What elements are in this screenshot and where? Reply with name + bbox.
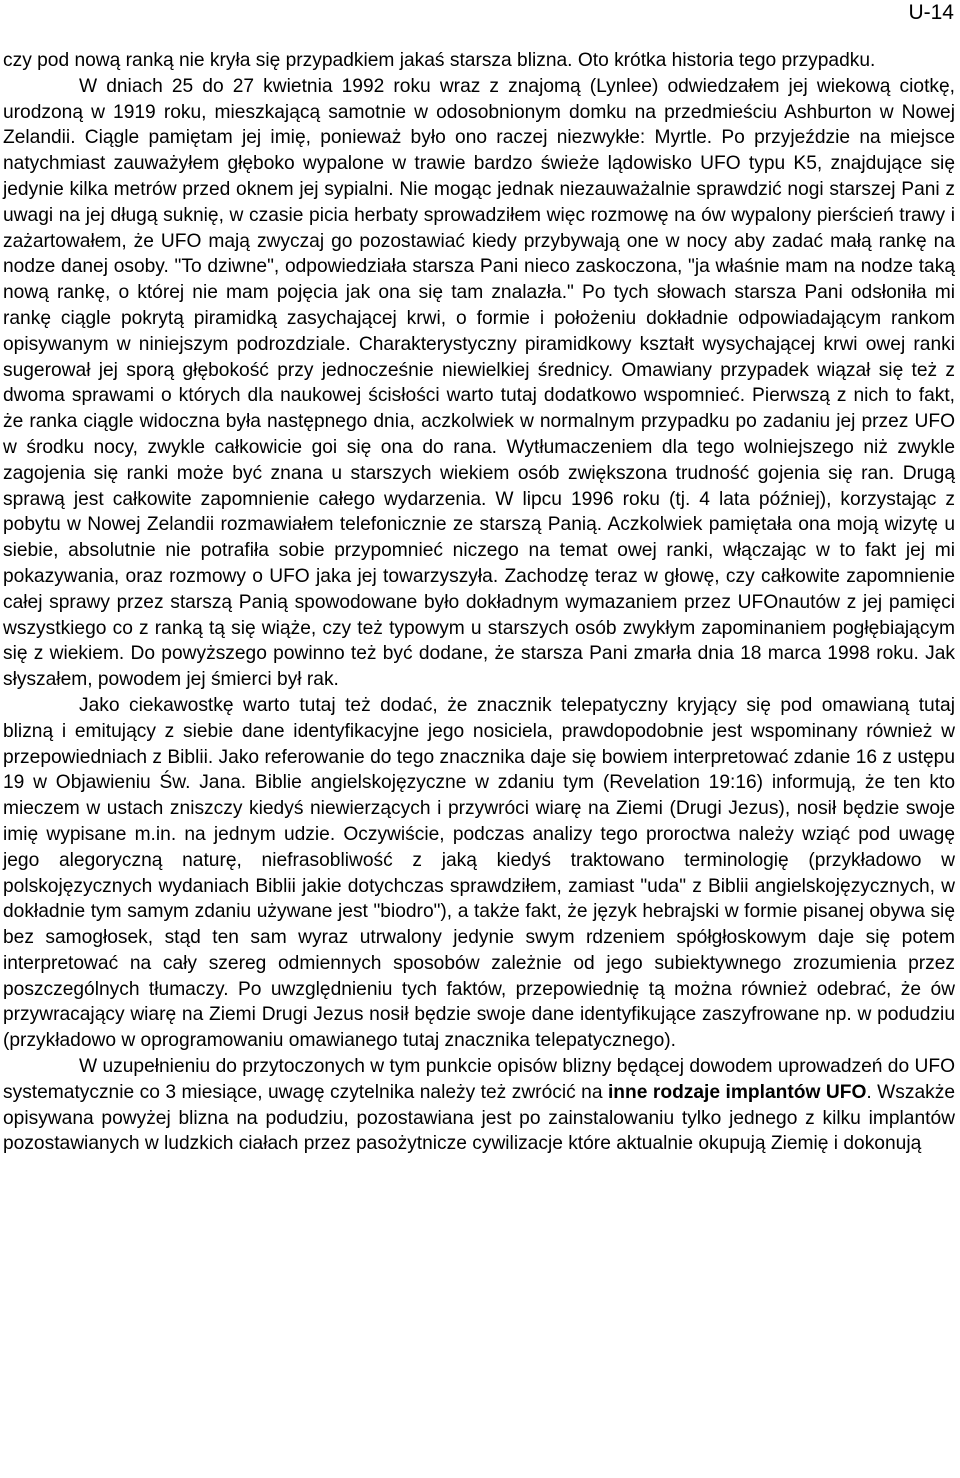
paragraph-text: W dniach 25 do 27 kwietnia 1992 roku wraz z znajomą (Lynlee) odwiedzałem jej wiekową ciotkę, urodzoną w 1919 roku, mieszkającą samotnie w odosobnionym domku na przedmieściu Ashburton w Nowej Zelandii. Ciągle pamiętam jej imię, ponieważ było ono raczej niezwykłe: Myrtle. Po przyjeździe na miejsce natychmiast zauważyłem głęboko wypalone w trawie bardzo świeże lądowisko UFO typu K5, znajdujące się jedynie kilka metrów przed oknem jej sypialni. Nie mogąc jednak niezauważalnie sprawdzić nogi starszej Pani z uwagi na jej długą suknię, w czasie picia herbaty sprowadziłem więc rozmowę na ów wypalony pierścień trawy i zażartowałem, że UFO mają zwyczaj go pozostawiać kiedy przybywają one w nocy aby zadać małą rankę na nodze danej osoby. "To dziwne", odpowiedziała starsza Pani nieco zaskoczona, "ja właśnie mam na nodze taką nową rankę, o której nie mam pojęcia jak ona się tam znalazła." Po tych słowach starsza Pani odsłoniła mi rankę ciągle pokrytą piramidką zasychającej krwi, o formie i położeniu dokładnie odpowiadającym rankom opisywanym w niniejszym podrozdziale. Charakterystyczny piramidkowy kształt wysychającej krwi owej ranki sugerował jej sporą głębokość przy jednocześnie niewielkiej średnicy. Omawiany przypadek wiązał się też z dwoma sprawami o których dla naukowej ścisłości warto tutaj dodatkowo wspomnieć. Pierwszą z nich to fakt, że ranka ciągle widoczna była następnego dnia, aczkolwiek w normalnym przypadku po zadaniu jej przez UFO w środku nocy, zwykle całkowicie goi się ona do rana. Wytłumaczeniem dla tego wolniejszego niż zwykle zagojenia się ranki może być znana u starszych wiekiem osób zwiększona trudność gojenia się ran. Drugą sprawą jest całkowite zapomnienie całego wydarzenia. W lipcu 1996 roku (tj. 4 lata później), korzystając z pobytu w Nowej Zelandii rozmawiałem telefonicznie ze starszą Panią. Aczkolwiek pamiętała ona moją wizytę u siebie, absolutnie nie potrafiła sobie przypomnieć niczego na temat owej ranki, włączając w to fakt jej mi pokazywania, oraz rozmowy o UFO jaka jej towarzyszyła. Zachodzę teraz w głowę, czy całkowite zapomnienie całej sprawy przez starszą Panią spowodowane było dokładnym wymazaniem przez UFOnautów z jej pamięci wszystkiego co z ranką tą się wiąże, czy też typowym u starszych osób zwykłym zapominaniem pogłębiającym się z wiekiem. Do powyższego powinno też być dodane, że starsza Pani zmarła dnia 18 marca 1998 roku. Jak słyszałem, powodem jej śmierci był rak. xyxy=(3,75,955,691)
bold-phrase: inne rodzaje implantów UFO xyxy=(607,1081,867,1103)
paragraph xyxy=(3,48,955,74)
paragraph-text: . Wszakże opisywana powyżej blizna na podudziu, pozostawiana jest po zainstalowaniu tylko jednego z kilku implantów pozostawianych w ludzkich ciałach przez pasożytnicze cywilizacje które aktualnie okupują Ziemię i dokonują xyxy=(3,1081,956,1155)
paragraph-text: W uzupełnieniu do przytoczonych w tym punkcie opisów blizny będącej dowodem uprowadzeń do UFO systematycznie co 3 miesiące, uwagę czytelnika należy też zwrócić na xyxy=(3,1056,955,1103)
paragraph xyxy=(3,1054,955,1157)
paragraph-text: czy pod nową ranką nie kryła się przypadkiem jakaś starsza blizna. Oto krótka historia tego przypadku. xyxy=(3,50,876,71)
page-number: U-14 xyxy=(908,1,954,24)
paragraph xyxy=(3,693,955,1054)
document-body xyxy=(3,48,955,1157)
paragraph xyxy=(3,74,955,693)
paragraph-text: Jako ciekawostkę warto tutaj też dodać, że znacznik telepatyczny kryjący się pod omawianą tutaj blizną i emitujący z siebie dane identyfikacyjne jego nosiciela, prawdopodobnie jest wspominany również w przepowiedniach z Biblii. Jako referowanie do tego znacznika daje się bowiem interpretować zdanie 16 z ustępu 19 w Objawieniu Św. Jana. Biblie angielskojęzyczne w zdaniu tym (Revelation 19:16) informują, że ten kto mieczem w ustach zniszczy kiedyś niewierzących i przywróci wiarę na Ziemi (Drugi Jezus), nosił będzie swoje imię wypisane m.in. na jednym udzie. Oczywiście, podczas analizy tego proroctwa należy wziąć pod uwagę jego alegoryczną naturę, niefrasobliwość z jaką kiedyś traktowano terminologię (przykładowo w polskojęzycznych wydaniach Biblii jakie dotychczas sprawdziłem, zamiast "uda" z Biblii angielskojęzycznych, w dokładnie tym samym zdaniu używane jest "biodro"), a także fakt, że język hebrajski w formie pisanej obywa się bez samogłosek, stąd ten sam wyraz utrwalony jedynie swym rdzeniem spółgłoskowym daje się potem interpretować na cały szereg odmiennych sposobów zależnie od jego subiektywnego zrozumienia przez poszczególnych tłumaczy. Po uwzględnieniu tych faktów, przepowiednię tą można również odebrać, że ów przywracający wiarę na Ziemi Drugi Jezus nosił będzie swoje dane identyfikujące zaszyfrowane np. w podudziu (przykładowo w oprogramowaniu omawianego tutaj znacznika telepatycznego). xyxy=(3,694,955,1052)
